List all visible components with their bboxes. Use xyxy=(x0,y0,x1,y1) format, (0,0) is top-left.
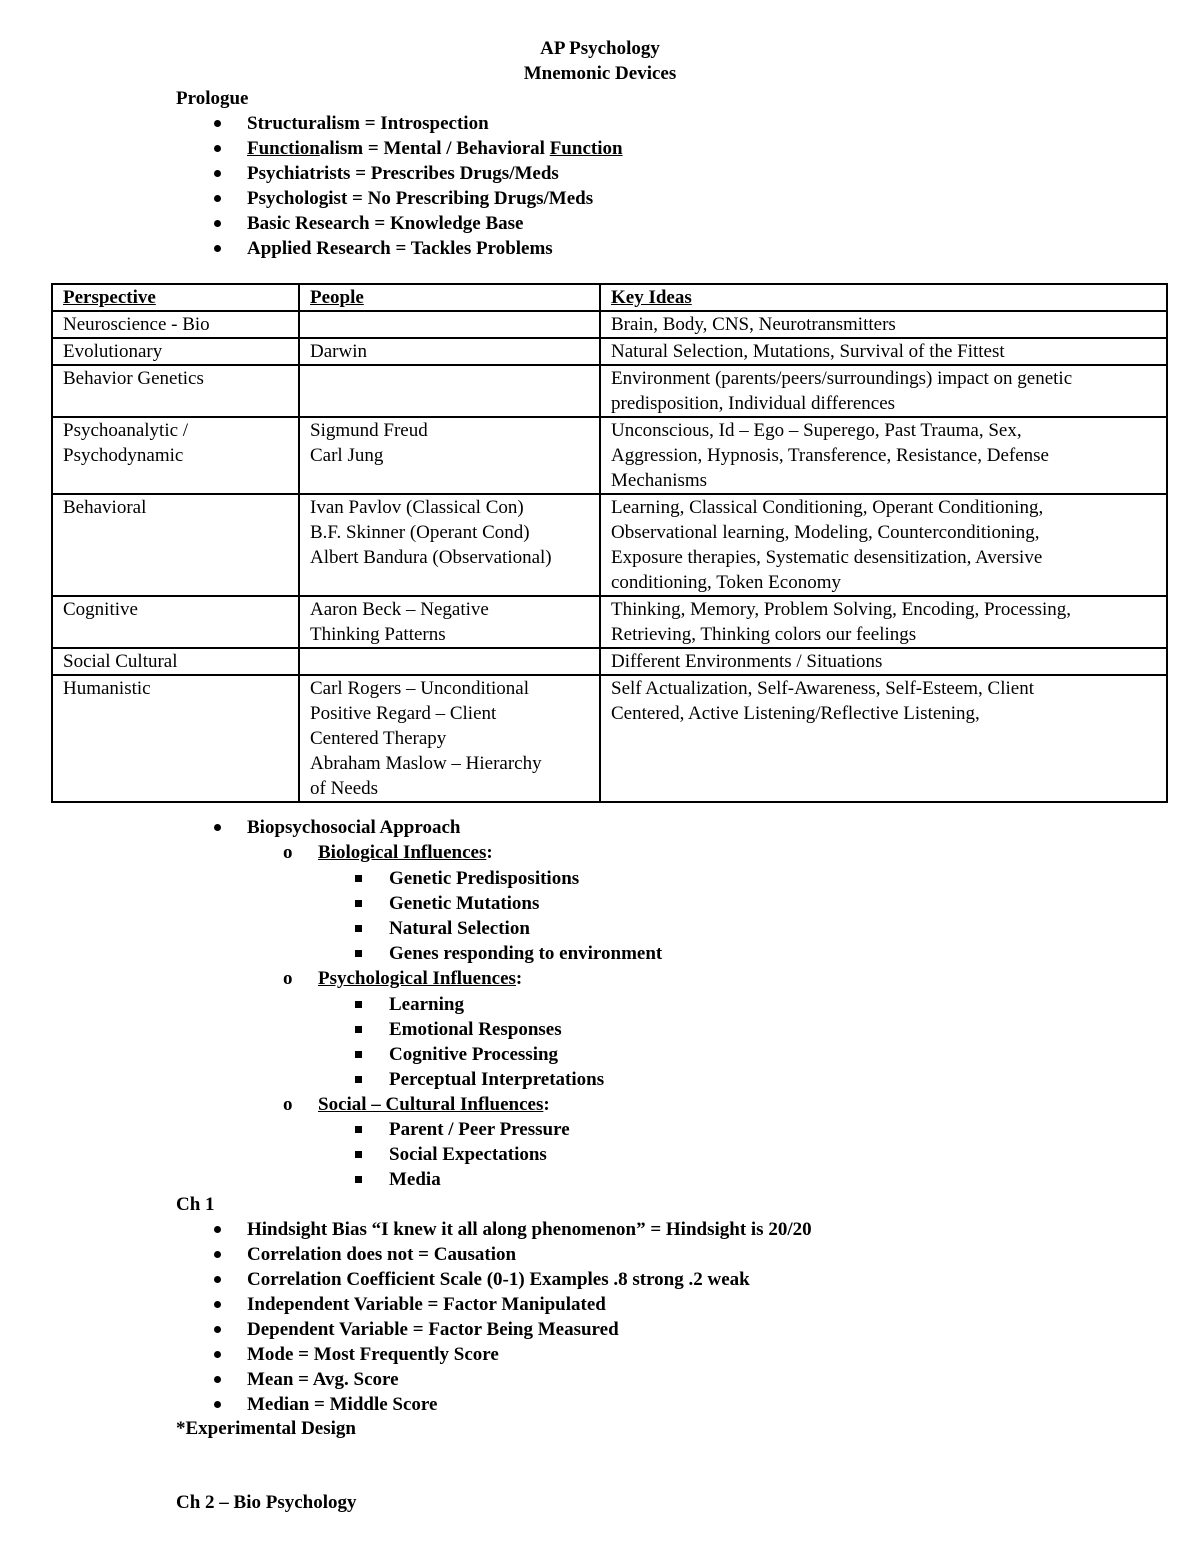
cell-line: Darwin xyxy=(310,341,367,362)
definition: Prescribes Drugs/Meds xyxy=(370,163,559,184)
ch1-heading: Ch 1 xyxy=(176,1194,215,1215)
term: Structuralism xyxy=(247,113,360,134)
cell-line: Different Environments / Situations xyxy=(611,651,883,672)
cell-line: Learning, Classical Conditioning, Operant Conditioning, xyxy=(611,497,1044,518)
cell-line: Behavior Genetics xyxy=(63,368,204,389)
influence-title: o Social – Cultural Influences: xyxy=(318,1092,550,1117)
cell-line: Neuroscience - Bio xyxy=(63,314,210,335)
cell-line: Unconscious, Id – Ego – Superego, Past Trauma, Sex, xyxy=(611,420,1022,441)
list-item: Median = Middle Score xyxy=(247,1392,812,1417)
list-item: Biopsychosocial Approach xyxy=(247,817,461,838)
cell-line: Carl Rogers – Unconditional xyxy=(310,678,529,699)
table-header-row xyxy=(52,284,1167,311)
influence-group xyxy=(318,840,493,865)
cell-line: Natural Selection, Mutations, Survival of the Fittest xyxy=(611,341,1005,362)
cell-line: Aggression, Hypnosis, Transference, Resistance, Defense xyxy=(611,445,1049,466)
cell-people xyxy=(299,648,600,675)
cell-line: Abraham Maslow – Hierarchy xyxy=(310,753,542,774)
cell-line: Albert Bandura (Observational) xyxy=(310,547,552,568)
cell-key-ideas xyxy=(600,648,1167,675)
list-item: Mean = Avg. Score xyxy=(247,1367,812,1392)
cell-perspective xyxy=(52,311,299,338)
definition: No Prescribing Drugs/Meds xyxy=(367,188,594,209)
influence-items xyxy=(389,1117,570,1192)
list-item: Dependent Variable = Factor Being Measured xyxy=(247,1317,812,1342)
ch2-heading: Ch 2 – Bio Psychology xyxy=(176,1492,357,1513)
table-row xyxy=(52,365,1167,417)
cell-line: Thinking, Memory, Problem Solving, Encoding, Processing, xyxy=(611,599,1072,620)
cell-line: Observational learning, Modeling, Counterconditioning, xyxy=(611,522,1040,543)
list-item: Psychologist = No Prescribing Drugs/Meds xyxy=(247,186,623,211)
cell-key-ideas xyxy=(600,338,1167,365)
table-row xyxy=(52,338,1167,365)
list-item: Perceptual Interpretations xyxy=(389,1069,605,1090)
cell-line: Positive Regard – Client xyxy=(310,703,497,724)
list-item: Hindsight Bias “I knew it all along phenomenon” = Hindsight is 20/20 xyxy=(247,1219,812,1240)
cell-line: Aaron Beck – Negative xyxy=(310,599,489,620)
list-item: Social Expectations xyxy=(389,1142,570,1167)
cell-line: Social Cultural xyxy=(63,651,178,672)
cell-line: Carl Jung xyxy=(310,445,384,466)
term: Basic Research xyxy=(247,213,370,234)
definition-underlined: Function xyxy=(549,138,623,159)
cell-key-ideas xyxy=(600,311,1167,338)
biopsychosocial-list xyxy=(247,815,460,840)
table-row xyxy=(52,494,1167,596)
term-underlined: Function xyxy=(247,138,320,159)
cell-people xyxy=(299,675,600,802)
cell-perspective xyxy=(52,648,299,675)
list-item: Applied Research = Tackles Problems xyxy=(247,236,623,261)
term-rest: alism xyxy=(319,138,364,159)
cell-line: Mechanisms xyxy=(611,470,708,491)
definition: Introspection xyxy=(380,113,489,134)
influence-title-text: Social – Cultural Influences xyxy=(318,1094,544,1115)
cell-line: Ivan Pavlov (Classical Con) xyxy=(310,497,524,518)
list-item: Correlation Coefficient Scale (0-1) Examples .8 strong .2 weak xyxy=(247,1267,812,1292)
list-item: Natural Selection xyxy=(389,916,662,941)
cell-people xyxy=(299,365,600,417)
cell-line: Sigmund Freud xyxy=(310,420,428,441)
influence-group xyxy=(318,966,522,991)
cell-line: Exposure therapies, Systematic desensitization, Aversive xyxy=(611,547,1043,568)
table-row xyxy=(52,417,1167,494)
cell-line: predisposition, Individual differences xyxy=(611,393,896,414)
cell-line: Centered Therapy xyxy=(310,728,447,749)
cell-line: Self Actualization, Self-Awareness, Self-Esteem, Client xyxy=(611,678,1035,699)
cell-line: Brain, Body, CNS, Neurotransmitters xyxy=(611,314,896,335)
list-item: Basic Research = Knowledge Base xyxy=(247,211,623,236)
cell-key-ideas xyxy=(600,596,1167,648)
cell-perspective xyxy=(52,675,299,802)
influence-items xyxy=(389,992,604,1092)
influence-title-text: Biological Influences xyxy=(318,842,487,863)
cell-line: Retrieving, Thinking colors our feelings xyxy=(611,624,917,645)
list-item: Structuralism = Introspection xyxy=(247,111,623,136)
cell-line: Cognitive xyxy=(63,599,138,620)
cell-line: Environment (parents/peers/surroundings) impact on genetic xyxy=(611,368,1073,389)
influence-title: o Biological Influences: xyxy=(318,840,493,865)
definition: Tackles Problems xyxy=(410,238,553,259)
cell-line: Behavioral xyxy=(63,497,147,518)
list-item: Independent Variable = Factor Manipulated xyxy=(247,1292,812,1317)
prologue-list xyxy=(247,111,623,261)
influence-group xyxy=(318,1092,550,1117)
term: Applied Research xyxy=(247,238,391,259)
cell-key-ideas xyxy=(600,417,1167,494)
influence-title-text: Psychological Influences xyxy=(318,968,516,989)
list-item: Mode = Most Frequently Score xyxy=(247,1342,812,1367)
header-people: People xyxy=(299,284,600,311)
influence-items xyxy=(389,866,662,966)
definition: Knowledge Base xyxy=(389,213,524,234)
list-item: Parent / Peer Pressure xyxy=(389,1119,570,1140)
list-item: Genes responding to environment xyxy=(389,943,663,964)
cell-people xyxy=(299,338,600,365)
table-row xyxy=(52,648,1167,675)
list-item: Psychiatrists = Prescribes Drugs/Meds xyxy=(247,161,623,186)
cell-key-ideas xyxy=(600,494,1167,596)
list-item: Cognitive Processing xyxy=(389,1042,604,1067)
cell-people xyxy=(299,494,600,596)
ch1-list xyxy=(247,1217,812,1417)
perspectives-table xyxy=(51,283,1168,803)
list-item: Genetic Mutations xyxy=(389,891,662,916)
cell-line: of Needs xyxy=(310,778,379,799)
cell-line: Psychodynamic xyxy=(63,445,184,466)
list-item: Emotional Responses xyxy=(389,1017,604,1042)
prologue-heading: Prologue xyxy=(176,88,249,109)
list-item: Media xyxy=(389,1167,570,1192)
cell-line: Psychoanalytic / xyxy=(63,420,189,441)
list-item: Learning xyxy=(389,992,604,1017)
table-body xyxy=(52,311,1167,802)
cell-perspective xyxy=(52,596,299,648)
term: Psychiatrists xyxy=(247,163,351,184)
table-row xyxy=(52,311,1167,338)
header-perspective: Perspective xyxy=(52,284,299,311)
cell-line: Evolutionary xyxy=(63,341,163,362)
experimental-design-note: *Experimental Design xyxy=(176,1418,356,1439)
cell-key-ideas xyxy=(600,365,1167,417)
cell-line: B.F. Skinner (Operant Cond) xyxy=(310,522,530,543)
cell-people xyxy=(299,311,600,338)
term: Psychologist xyxy=(247,188,348,209)
table-row xyxy=(52,596,1167,648)
cell-perspective xyxy=(52,494,299,596)
cell-perspective xyxy=(52,338,299,365)
cell-key-ideas xyxy=(600,675,1167,802)
table-row xyxy=(52,675,1167,802)
cell-line: Centered, Active Listening/Reflective Listening, xyxy=(611,703,980,724)
cell-people xyxy=(299,596,600,648)
document-title: AP Psychology xyxy=(540,38,660,59)
cell-line: Humanistic xyxy=(63,678,151,699)
cell-line: Thinking Patterns xyxy=(310,624,446,645)
definition: Mental / Behavioral xyxy=(383,138,550,159)
influence-title: o Psychological Influences: xyxy=(318,966,522,991)
list-item: Correlation does not = Causation xyxy=(247,1242,812,1267)
list-item: Genetic Predispositions xyxy=(389,866,662,891)
cell-perspective xyxy=(52,365,299,417)
document-subtitle: Mnemonic Devices xyxy=(523,63,677,84)
header-key-ideas: Key Ideas xyxy=(600,284,1167,311)
cell-line: conditioning, Token Economy xyxy=(611,572,841,593)
list-item: Functionalism = Mental / Behavioral Function xyxy=(247,138,623,159)
cell-perspective xyxy=(52,417,299,494)
cell-people xyxy=(299,417,600,494)
